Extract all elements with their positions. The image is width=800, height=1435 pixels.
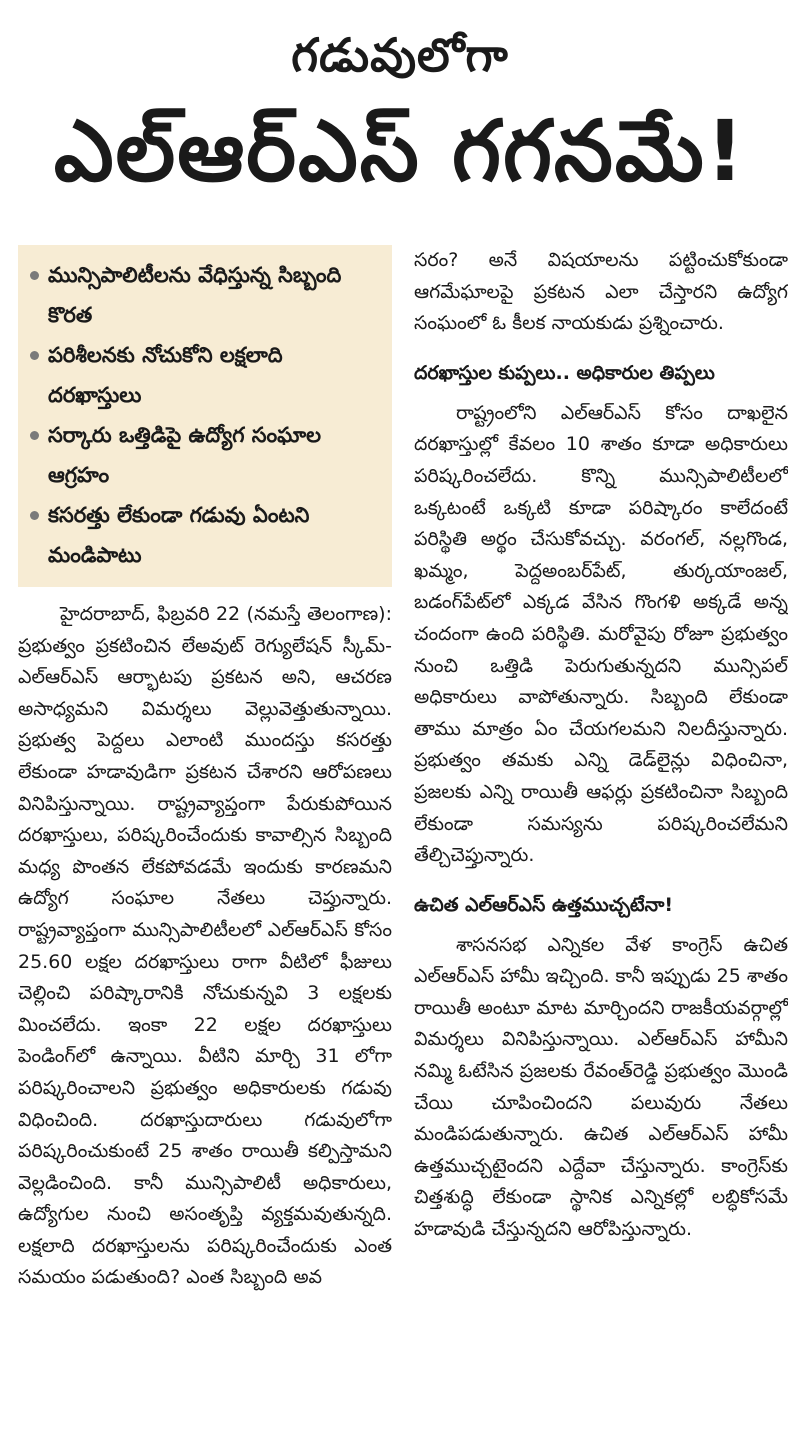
section1-paragraph: రాష్ట్రంలోని ఎల్‌ఆర్‌ఎస్‌ కోసం దాఖలైన దరఖాస్తుల్లో కేవలం 10 శాతం కూడా అధికారులు పరిష్కరించలేదు. కొన్ని మున్సిపాలిటీలలో ఒక్కటంటే ఒక్కటి కూడా పరిష్కారం కాలేదంటే పరిస్థితి అర్థం చేసుకోవచ్చు. వరంగల్‌, నల్లగొండ, ఖమ్మం, పెద్దఅంబర్‌పేట్‌, తుర్కయాంజల్‌, బడంగ్‌పేట్‌లో ఎక్కడ వేసిన గొంగళి అక్కడే అన్న చందంగా ఉంది పరిస్థితి. మరోవైపు రోజూ ప్రభుత్వం నుంచి ఒత్తిడి పెరుగుతున్నదని మున్సిపల్‌ అధికారులు వాపోతున్నారు. సిబ్బంది లేకుండా తాము మాత్రం ఏం చేయగలమని నిలదీస్తున్నారు. ప్రభుత్వం తమకు ఎన్ని డెడ్‌లైన్లు విధించినా, ప్రజలకు ఎన్ని రాయితీ ఆఫర్లు ప్రకటించినా సిబ్బంది లేకుండా సమస్యను పరిష్కరించలేమని తేల్చిచెప్తున్నారు. <box>414 401 788 867</box>
article-header <box>10 20 790 206</box>
bullet-dot-icon <box>30 351 39 360</box>
article-kicker: గడువులోగా <box>291 28 509 82</box>
highlight-item <box>28 335 378 415</box>
bullet-dot-icon <box>30 431 39 440</box>
lead-paragraph: హైదరాబాద్‌, ఫిబ్రవరి 22 (నమస్తే తెలంగాణ): ప్రభుత్వం ప్రకటించిన లేఅవుట్‌ రెగ్యులేషన్‌ స్కీమ్‌-ఎల్‌ఆర్‌ఎస్‌ ఆర్భాటపు ప్రకటన అని, ఆచరణ అసాధ్యమని విమర్శలు వెల్లువెత్తుతున్నాయి. ప్రభుత్వ పెద్దలు ఎలాంటి ముందస్తు కసరత్తు లేకుండా హడావుడిగా ప్రకటన చేశారని ఆరోపణలు వినిపిస్తున్నాయి. రాష్ట్రవ్యాప్తంగా పేరుకుపోయిన దరఖాస్తులు, పరిష్కరించేందుకు కావాల్సిన సిబ్బంది మధ్య పొంతన లేకపోవడమే ఇందుకు కారణమని ఉద్యోగ సంఘాల నేతలు చెప్తున్నారు. రాష్ట్రవ్యాప్తంగా మున్సిపాలిటీలలో ఎల్‌ఆర్‌ఎస్‌ కోసం 25.60 లక్షల దరఖాస్తులు రాగా వీటిలో ఫీజులు చెల్లించి పరిష్కారానికి నోచుకున్నవి 3 లక్షలకు మించలేదు. ఇంకా 22 లక్షల దరఖాస్తులు పెండింగ్‌లో ఉన్నాయి. వీటిని మార్చి 31 లోగా పరిష్కరించాలని ప్రభుత్వం అధికారులకు గడువు విధించింది. దరఖాస్తుదారులు గడువులోగా పరిష్కరించుకుంటే 25 శాతం రాయితీ కల్పిస్తామని వెల్లడించింది. కానీ మున్సిపాలిటీ అధికారులు, ఉద్యోగుల నుంచి అసంతృప్తి వ్యక్తమవుతున్నది. లక్షలాది దరఖాస్తులను పరిష్కరించేందుకు ఎంత సమయం పడుతుంది? ఎంత సిబ్బంది అవ <box>18 603 392 1289</box>
left-column <box>18 245 392 1427</box>
bullet-dot-icon <box>30 271 39 280</box>
highlight-text: మున్సిపాలిటీలను వేధిస్తున్న సిబ్బంది కొరత <box>48 263 342 327</box>
section2-title: ఉచిత ఎల్‌ఆర్‌ఎస్‌ ఉత్తముచ్చటేనా! <box>414 893 673 916</box>
highlights-list <box>28 255 378 575</box>
right-column <box>414 245 788 1427</box>
bullet-dot-icon <box>30 511 39 520</box>
highlight-text: పరిశీలనకు నోచుకోని లక్షలాది దరఖాస్తులు <box>48 343 283 407</box>
highlight-item <box>28 415 378 495</box>
highlight-item <box>28 495 378 575</box>
section2-paragraph: శాసనసభ ఎన్నికల వేళ కాంగ్రెస్‌ ఉచిత ఎల్‌ఆర్‌ఎస్‌ హామీ ఇచ్చింది. కానీ ఇప్పుడు 25 శాతం రాయితీ అంటూ మాట మార్చిందని రాజకీయవర్గాల్లో విమర్శలు వినిపిస్తున్నాయి. ఎల్‌ఆర్‌ఎస్‌ హామీని నమ్మి ఓటేసిన ప్రజలకు రేవంత్‌రెడ్డి ప్రభుత్వం మొండి చేయి చూపించిందని పలువురు నేతలు మండిపడుతున్నారు. ఉచిత ఎల్‌ఆర్‌ఎస్‌ హామీ ఉత్తముచ్చటైందని ఎద్దేవా చేస్తున్నారు. కాంగ్రెస్‌కు చిత్తశుద్ధి లేకుండా స్థానిక ఎన్నికల్లో లబ్ధికోసమే హడావుడి చేస్తున్నదని ఆరోపిస్తున్నారు. <box>414 933 788 1241</box>
highlight-text: కసరత్తు లేకుండా గడువు ఏంటని మండిపాటు <box>48 503 310 567</box>
highlights-box <box>18 245 392 587</box>
article-headline: ఎల్‌ఆర్‌ఎస్‌ గగనమే! <box>53 102 747 200</box>
newspaper-clipping <box>0 20 800 1435</box>
continuation-paragraph: సరం? అనే విషయాలను పట్టించుకోకుండా ఆగమేఘాలపై ప్రకటన ఎలా చేస్తారని ఉద్యోగ సంఘంలో ఓ కీలక నాయకుడు ప్రశ్నించారు. <box>414 249 788 335</box>
highlight-text: సర్కారు ఒత్తిడిపై ఉద్యోగ సంఘాల ఆగ్రహం <box>48 423 322 487</box>
article-columns <box>18 245 788 1427</box>
section1-title: దరఖాస్తుల కుప్పలు.. అధికారుల తిప్పలు <box>414 361 715 384</box>
highlight-item <box>28 255 378 335</box>
